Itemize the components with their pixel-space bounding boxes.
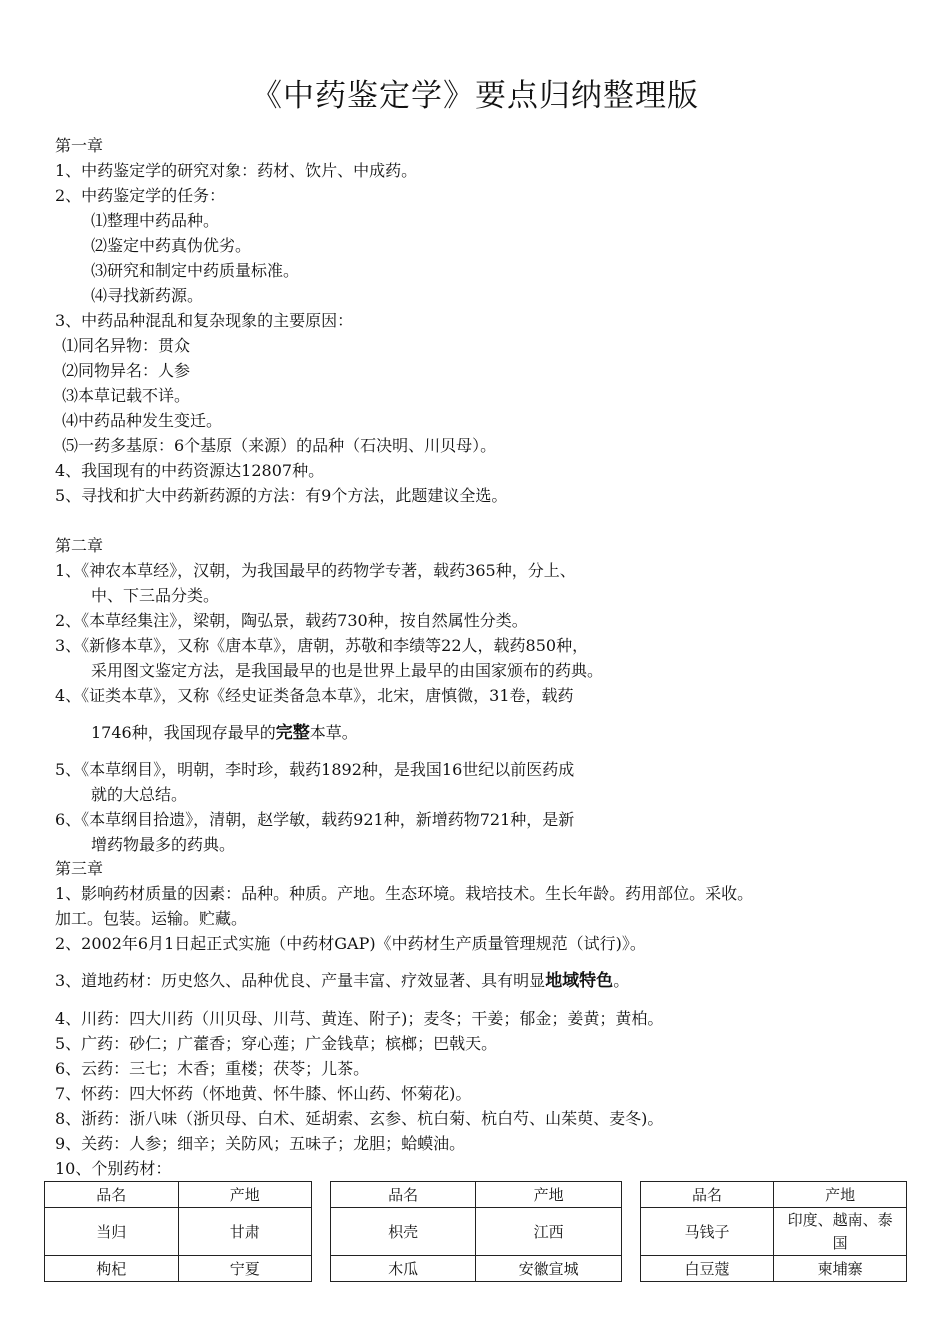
- ch1-line-5: 5、寻找和扩大中药新药源的方法：有9个方法，此题建议全选。: [55, 486, 508, 505]
- header-origin-1: 产地: [178, 1182, 312, 1208]
- ch3-line-7: 7、怀药：四大怀药（怀地黄、怀牛膝、怀山药、怀菊花)。: [55, 1084, 472, 1103]
- ch2-line-4b-pre: 1746种，我国现存最早的: [91, 723, 276, 742]
- ch3-line-5: 5、广药：砂仁；广藿香；穿心莲；广金钱草；槟榔；巴戟天。: [55, 1034, 498, 1053]
- ch1-line-3b: ⑵同物异名：人参: [62, 361, 191, 380]
- ch3-line-10: 10、个别药材：: [55, 1159, 172, 1178]
- herb-name: 马钱子: [640, 1208, 774, 1256]
- herb-name: 枳壳: [330, 1208, 475, 1256]
- ch2-line-2: 2、《本草经集注》，梁朝，陶弘景，载药730种，按自然属性分类。: [55, 611, 528, 630]
- ch2-line-4a: 4、《证类本草》，又称《经史证类备急本草》，北宋，唐慎微，31卷，载药: [55, 686, 574, 705]
- ch1-line-3: 3、中药品种混乱和复杂现象的主要原因：: [55, 311, 354, 330]
- herb-name: 当归: [45, 1208, 179, 1256]
- ch1-line-2d: ⑷寻找新药源。: [91, 286, 204, 305]
- document-title: 《中药鉴定学》要点归纳整理版: [251, 78, 699, 114]
- ch1-line-2a: ⑴整理中药品种。: [91, 211, 220, 230]
- herb-origin: 甘肃: [178, 1208, 312, 1256]
- herb-origin: 柬埔寨: [774, 1256, 907, 1282]
- ch3-line-4: 4、川药：四大川药（川贝母、川芎、黄连、附子)；麦冬；干姜；郁金；姜黄；黄柏。: [55, 1009, 664, 1028]
- herb-name: 木瓜: [330, 1256, 475, 1282]
- ch2-line-5b: 就的大总结。: [91, 785, 188, 804]
- header-origin-2: 产地: [476, 1182, 621, 1208]
- ch3-line-9: 9、关药：人参；细辛；关防风；五味子；龙胆；蛤蟆油。: [55, 1134, 466, 1153]
- table-gap: [621, 1182, 640, 1282]
- ch2-line-4b: [91, 722, 358, 744]
- ch1-line-3e: ⑸一药多基原：6个基原（来源）的品种（石决明、川贝母）。: [62, 436, 497, 455]
- ch3-line-1b: 加工。包装。运输。贮藏。: [55, 909, 248, 928]
- ch1-line-1: 1、中药鉴定学的研究对象：药材、饮片、中成药。: [55, 161, 418, 180]
- ch2-line-6a: 6、《本草纲目拾遗》，清朝，赵学敏，载药921种，新增药物721种，是新: [55, 810, 575, 829]
- ch3-line-2: 2、2002年6月1日起正式实施（中药材GAP)《中药材生产质量管理规范（试行)》。: [55, 934, 646, 953]
- table-row: [45, 1256, 907, 1282]
- ch2-line-6b: 增药物最多的药典。: [91, 835, 236, 854]
- ch1-line-3d: ⑷中药品种发生变迁。: [62, 411, 223, 430]
- ch2-line-1a: 1、《神农本草经》，汉朝，为我国最早的药物学专著，载药365种，分上、: [55, 561, 576, 580]
- ch3-line-3-pre: 3、道地药材：历史悠久、品种优良、产量丰富、疗效显著、具有明显: [55, 971, 546, 990]
- ch1-line-4: 4、我国现有的中药资源达12807种。: [55, 461, 325, 480]
- herb-origin: 印度、越南、泰国: [774, 1208, 907, 1256]
- ch2-line-1b: 中、下三品分类。: [91, 586, 220, 605]
- ch2-line-3a: 3、《新修本草》，又称《唐本草》，唐朝，苏敬和李绩等22人，载药850种，: [55, 636, 589, 655]
- chapter-3-heading: 第三章: [55, 859, 104, 878]
- herb-origin: 安徽宣城: [476, 1256, 621, 1282]
- ch1-line-2b: ⑵鉴定中药真伪优劣。: [91, 236, 252, 255]
- ch3-line-6: 6、云药：三七；木香；重楼；茯苓；儿茶。: [55, 1059, 370, 1078]
- chapter-2-heading: 第二章: [55, 536, 104, 555]
- header-name-1: 品名: [45, 1182, 179, 1208]
- table-row: [45, 1208, 907, 1256]
- herb-origin-table: [44, 1181, 907, 1282]
- ch2-line-4b-post: 本草。: [309, 723, 358, 742]
- ch3-line-3: [55, 970, 629, 992]
- herb-origin: 宁夏: [178, 1256, 312, 1282]
- ch3-line-1a: 1、影响药材质量的因素：品种。种质。产地。生态环境。栽培技术。生长年龄。药用部位。采收。: [55, 884, 754, 903]
- header-name-3: 品名: [640, 1182, 774, 1208]
- herb-name: 枸杞: [45, 1256, 179, 1282]
- ch1-line-3c: ⑶本草记载不详。: [62, 386, 191, 405]
- ch3-line-8: 8、浙药：浙八味（浙贝母、白术、延胡索、玄参、杭白菊、杭白芍、山茱萸、麦冬)。: [55, 1109, 664, 1128]
- ch2-line-3b: 采用图文鉴定方法，是我国最早的也是世界上最早的由国家颁布的药典。: [91, 661, 604, 680]
- ch1-line-2: 2、中药鉴定学的任务：: [55, 186, 226, 205]
- herb-name: 白豆蔻: [640, 1256, 774, 1282]
- table-gap: [312, 1182, 331, 1282]
- ch3-line-3-post: 。: [613, 971, 630, 990]
- herb-origin: 江西: [476, 1208, 621, 1256]
- header-origin-3: 产地: [774, 1182, 907, 1208]
- ch3-line-3-bold: 地域特色: [545, 971, 614, 991]
- ch2-line-5a: 5、《本草纲目》，明朝，李时珍，载药1892种，是我国16世纪以前医药成: [55, 760, 575, 779]
- ch1-line-2c: ⑶研究和制定中药质量标准。: [91, 261, 300, 280]
- ch2-line-4b-bold: 完整: [275, 723, 310, 743]
- header-name-2: 品名: [330, 1182, 475, 1208]
- ch1-line-3a: ⑴同名异物：贯众: [62, 336, 191, 355]
- table-header-row: [45, 1182, 907, 1208]
- chapter-1-heading: 第一章: [55, 136, 104, 155]
